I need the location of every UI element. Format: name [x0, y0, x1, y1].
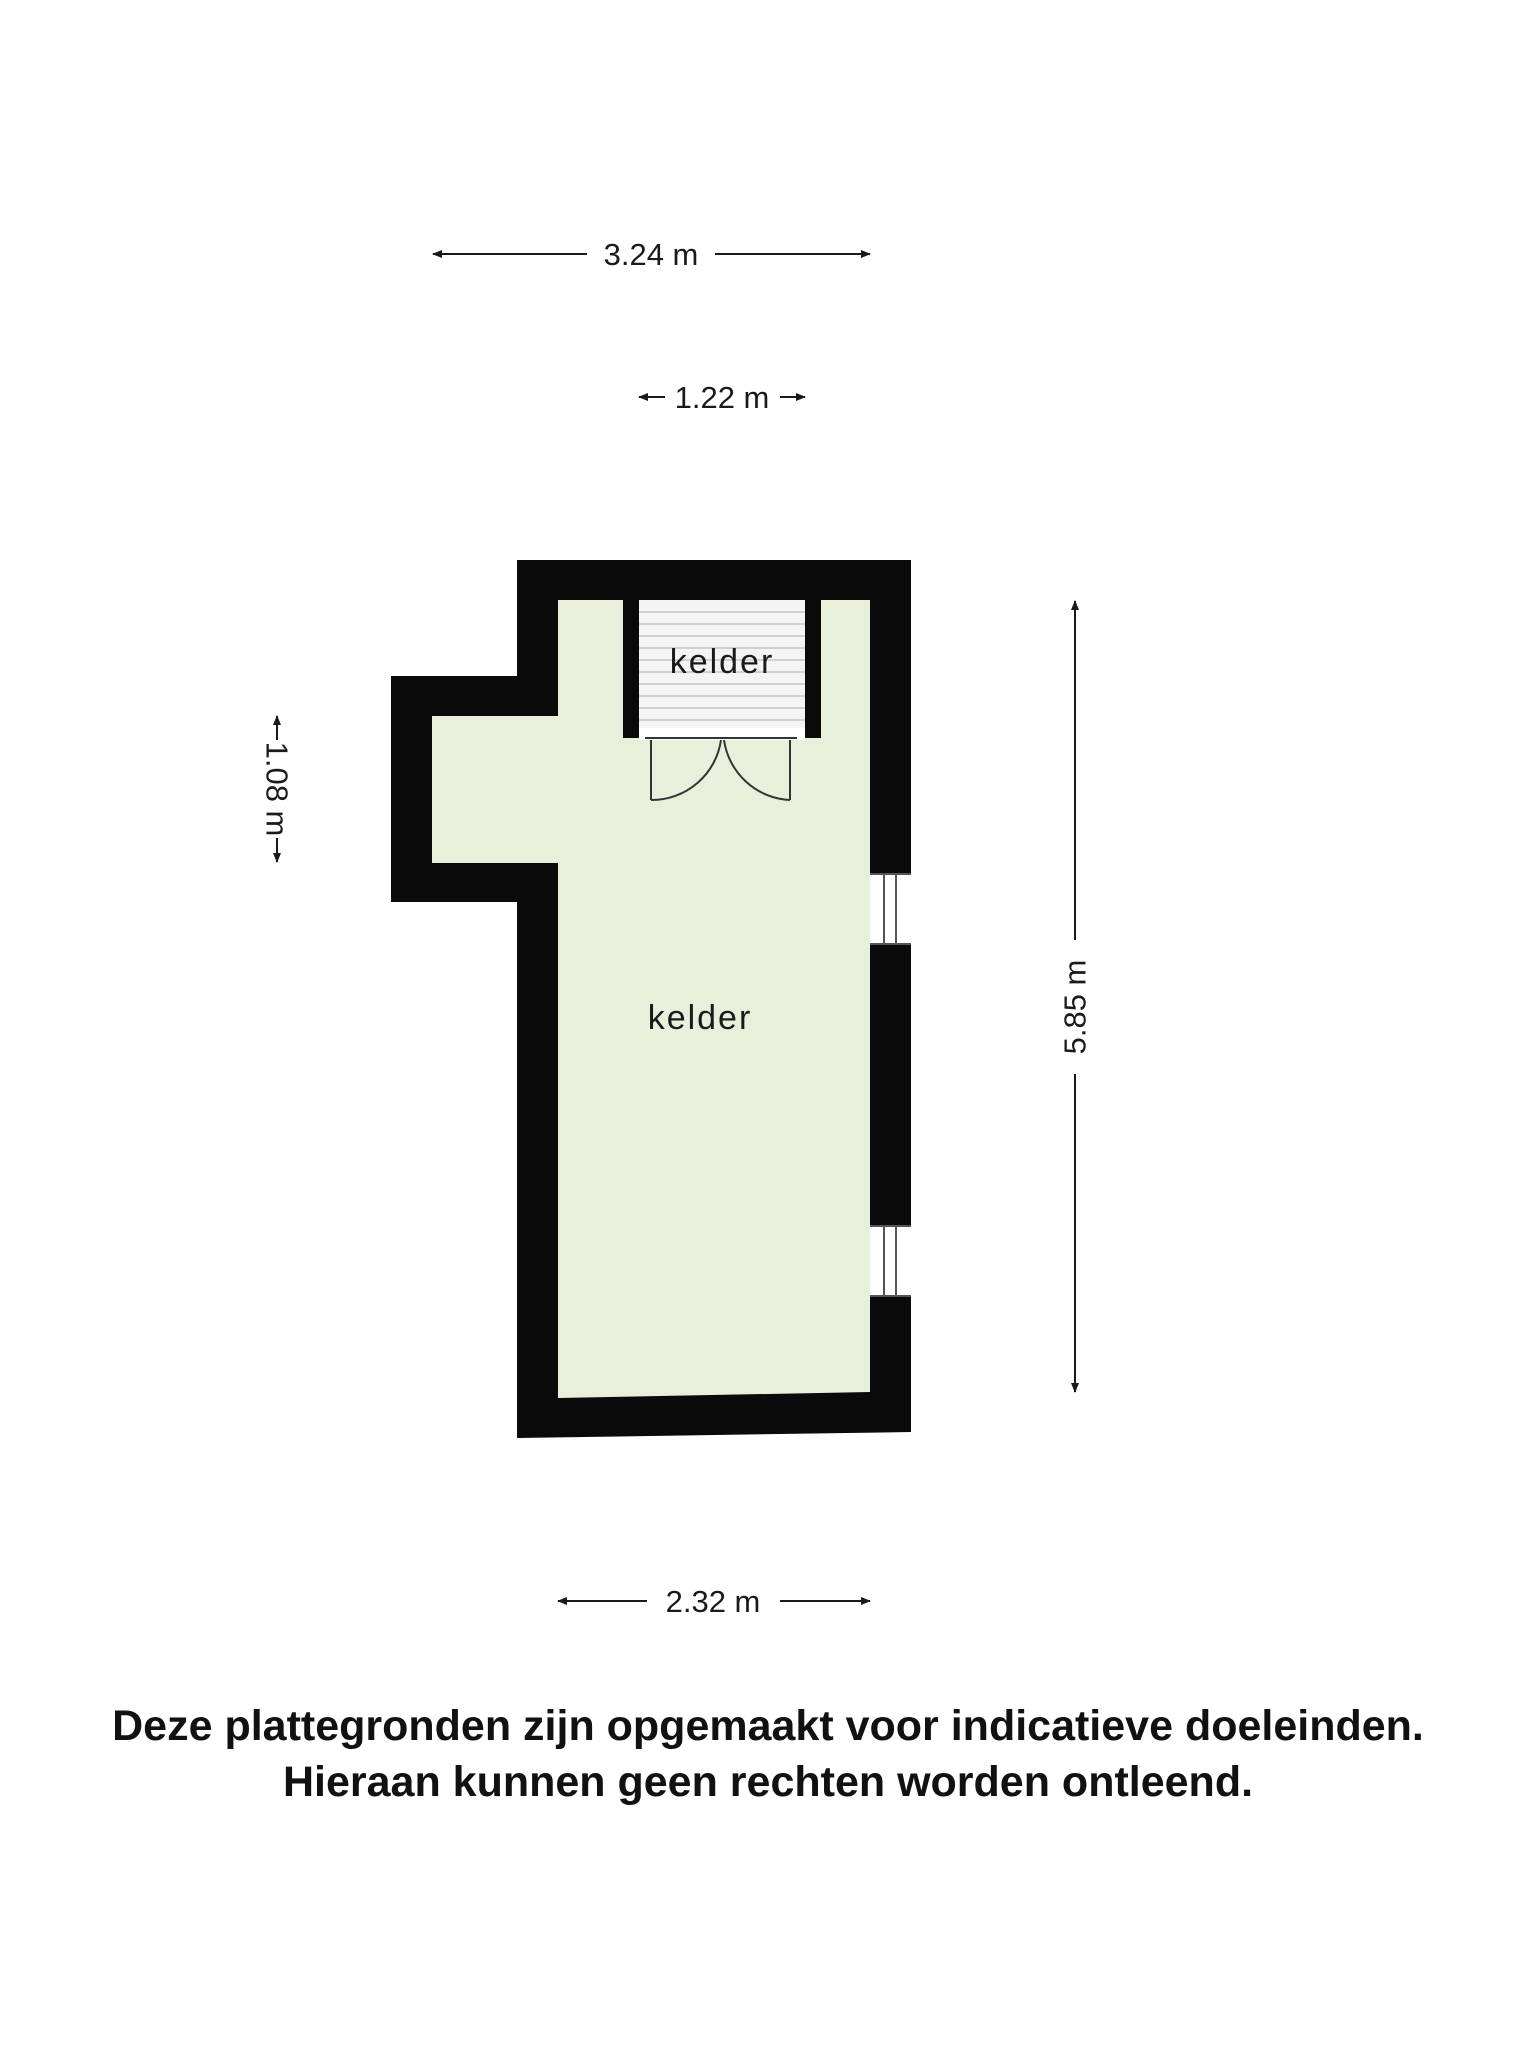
disclaimer-line-2: Hieraan kunnen geen rechten worden ontleend. [282, 1758, 1254, 1806]
room-label-main: kelder [647, 999, 753, 1037]
disclaimer-line-1: Deze plattegronden zijn opgemaakt voor indicatieve doeleinden. [112, 1702, 1424, 1750]
dimension-label-top-overall: 3.24 m [603, 237, 699, 272]
room-label-small: kelder [669, 643, 775, 681]
dimension-label-bottom: 2.32 m [665, 1584, 761, 1619]
window-upper [870, 874, 911, 944]
window-lower [870, 1226, 911, 1296]
dimension-label-right: 5.85 m [1057, 959, 1093, 1055]
dimension-label-top-inner: 1.22 m [674, 380, 770, 415]
dimension-label-left: 1.08 m [259, 741, 295, 837]
